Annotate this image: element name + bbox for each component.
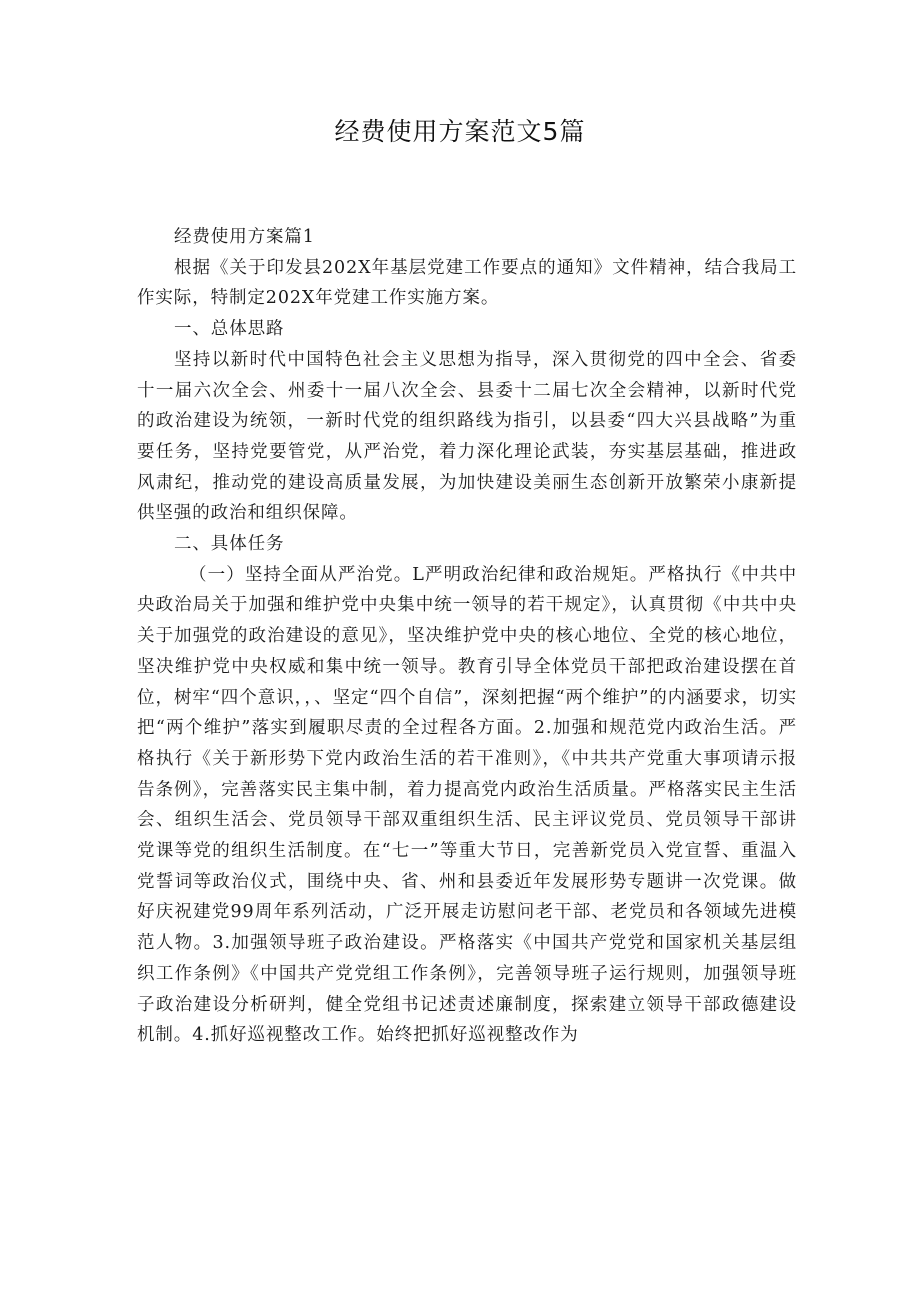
intro-paragraph: 根据《关于印发县202X年基层党建工作要点的通知》文件精神，结合我局工作实际，特制定202X年党建工作实施方案。 <box>137 257 797 309</box>
heading-specific-tasks: 二、具体任务 <box>174 534 285 555</box>
heading-overall-approach: 一、总体思路 <box>174 319 285 340</box>
specific-tasks-paragraph: （一）坚持全面从严治党。L严明政治纪律和政治规矩。严格执行《中共中央政治局关于加强和维护党中央集中统一领导的若干规定》，认真贯彻《中共中央关于加强党的政治建设的意见》，坚决维护党中央的核心地位、全党的核心地位，坚决维护党中央权威和集中统一领导。教育引导全体党员干部把政治建设摆在首位，树牢“四个意识，，、坚定“四个自信”，深刻把握“两个维护”的内涵要求，切实把“两个维护”落实到履职尽责的全过程各方面。2.加强和规范党内政治生活。严格执行《关于新形势下党内政治生活的若干准则》，《中共共产党重大事项请示报告条例》，完善落实民主集中制，着力提高党内政治生活质量。严格落实民主生活会、组织生活会、党员领导干部双重组织生活、民主评议党员、党员领导干部讲党课等党的组织生活制度。在“七一”等重大节日，完善新党员入党宣誓、重温入党誓词等政治仪式，围绕中央、省、州和县委近年发展形势专题讲一次党课。做好庆祝建党99周年系列活动，广泛开展走访慰问老干部、老党员和各领域先进模范人物。3.加强领导班子政治建设。严格落实《中国共产党党和国家机关基层组织工作条例》《中国共产党党组工作条例》，完善领导班子运行规则，加强领导班子政治建设分析研判，健全党组书记述责述廉制度，探索建立领导干部政德建设机制。4.抓好巡视整改工作。始终把抓好巡视整改作为 <box>137 564 797 1046</box>
overall-approach-paragraph: 坚持以新时代中国特色社会主义思想为指导，深入贯彻党的四中全会、省委十一届六次全会、州委十一届八次全会、县委十二届七次全会精神，以新时代党的政治建设为统领，一新时代党的组织路线为指引，以县委“四大兴县战略”为重要任务，坚持党要管党，从严治党，着力深化理论武装，夯实基层基础，推进政风肃纪，推动党的建设高质量发展，为加快建设美丽生态创新开放繁荣小康新提供坚强的政治和组织保障。 <box>137 349 797 524</box>
section-heading: 经费使用方案篇1 <box>174 227 315 247</box>
document-title: 经费使用方案范文5篇 <box>334 117 586 146</box>
document-body <box>137 222 797 1051</box>
